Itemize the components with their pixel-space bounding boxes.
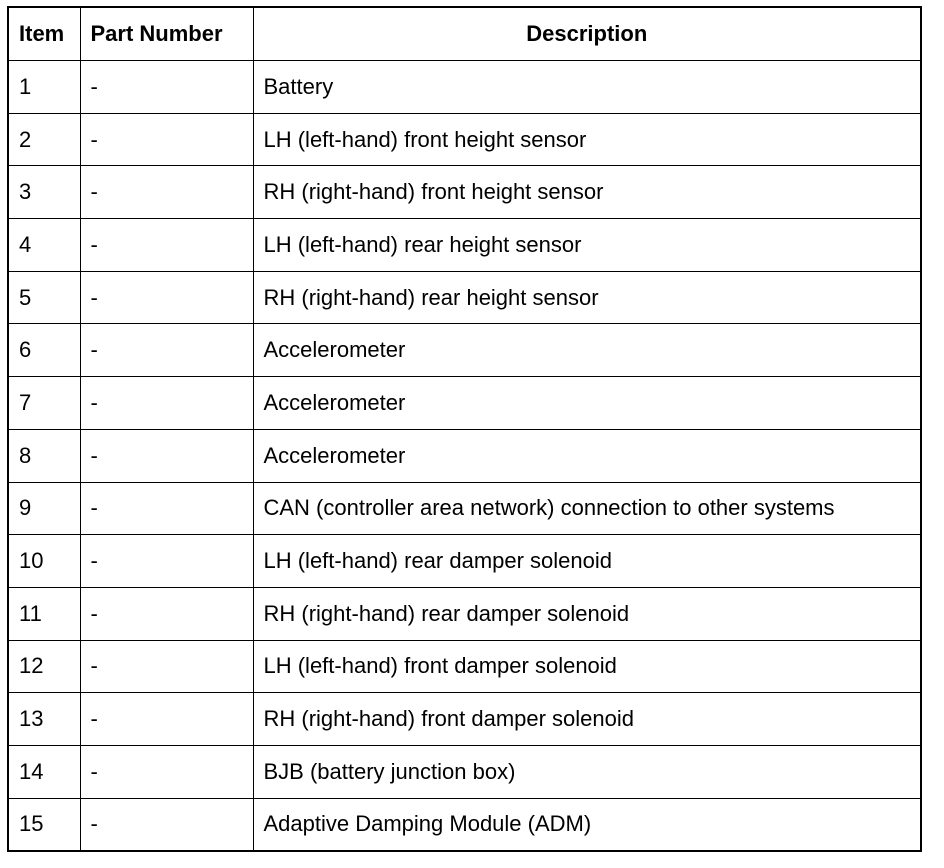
cell-part-number: - [80, 745, 253, 798]
cell-item: 7 [8, 377, 80, 430]
cell-item: 3 [8, 166, 80, 219]
cell-description: LH (left-hand) front height sensor [253, 113, 921, 166]
cell-description: RH (right-hand) front damper solenoid [253, 693, 921, 746]
cell-description: Battery [253, 61, 921, 114]
cell-item: 10 [8, 535, 80, 588]
table-row [8, 587, 921, 640]
header-part-number: Part Number [80, 7, 253, 61]
cell-part-number: - [80, 377, 253, 430]
cell-part-number: - [80, 324, 253, 377]
cell-part-number: - [80, 535, 253, 588]
cell-part-number: - [80, 61, 253, 114]
table-row [8, 166, 921, 219]
cell-part-number: - [80, 693, 253, 746]
cell-description: Adaptive Damping Module (ADM) [253, 798, 921, 851]
cell-description: RH (right-hand) rear damper solenoid [253, 587, 921, 640]
cell-part-number: - [80, 113, 253, 166]
table-row [8, 113, 921, 166]
parts-table [7, 6, 922, 852]
cell-part-number: - [80, 482, 253, 535]
cell-part-number: - [80, 587, 253, 640]
table-body [8, 61, 921, 852]
table-row [8, 324, 921, 377]
cell-item: 14 [8, 745, 80, 798]
cell-item: 5 [8, 271, 80, 324]
cell-description: LH (left-hand) front damper solenoid [253, 640, 921, 693]
table-row [8, 482, 921, 535]
cell-item: 6 [8, 324, 80, 377]
table-row [8, 61, 921, 114]
table-row [8, 535, 921, 588]
cell-part-number: - [80, 798, 253, 851]
cell-item: 2 [8, 113, 80, 166]
cell-description: RH (right-hand) front height sensor [253, 166, 921, 219]
cell-part-number: - [80, 429, 253, 482]
cell-description: RH (right-hand) rear height sensor [253, 271, 921, 324]
cell-item: 11 [8, 587, 80, 640]
table-row [8, 693, 921, 746]
cell-item: 1 [8, 61, 80, 114]
cell-item: 8 [8, 429, 80, 482]
header-item: Item [8, 7, 80, 61]
header-row [8, 7, 921, 61]
cell-description: Accelerometer [253, 324, 921, 377]
table-row [8, 640, 921, 693]
cell-part-number: - [80, 219, 253, 272]
cell-description: CAN (controller area network) connection to other systems [253, 482, 921, 535]
cell-description: Accelerometer [253, 429, 921, 482]
cell-item: 15 [8, 798, 80, 851]
cell-description: LH (left-hand) rear height sensor [253, 219, 921, 272]
table-row [8, 798, 921, 851]
cell-part-number: - [80, 640, 253, 693]
header-description: Description [253, 7, 921, 61]
cell-part-number: - [80, 271, 253, 324]
cell-item: 4 [8, 219, 80, 272]
table-row [8, 219, 921, 272]
table-header [8, 7, 921, 61]
table-row [8, 377, 921, 430]
cell-description: Accelerometer [253, 377, 921, 430]
cell-description: BJB (battery junction box) [253, 745, 921, 798]
cell-item: 12 [8, 640, 80, 693]
cell-item: 13 [8, 693, 80, 746]
cell-item: 9 [8, 482, 80, 535]
cell-description: LH (left-hand) rear damper solenoid [253, 535, 921, 588]
table-row [8, 271, 921, 324]
table-row [8, 745, 921, 798]
cell-part-number: - [80, 166, 253, 219]
table-row [8, 429, 921, 482]
